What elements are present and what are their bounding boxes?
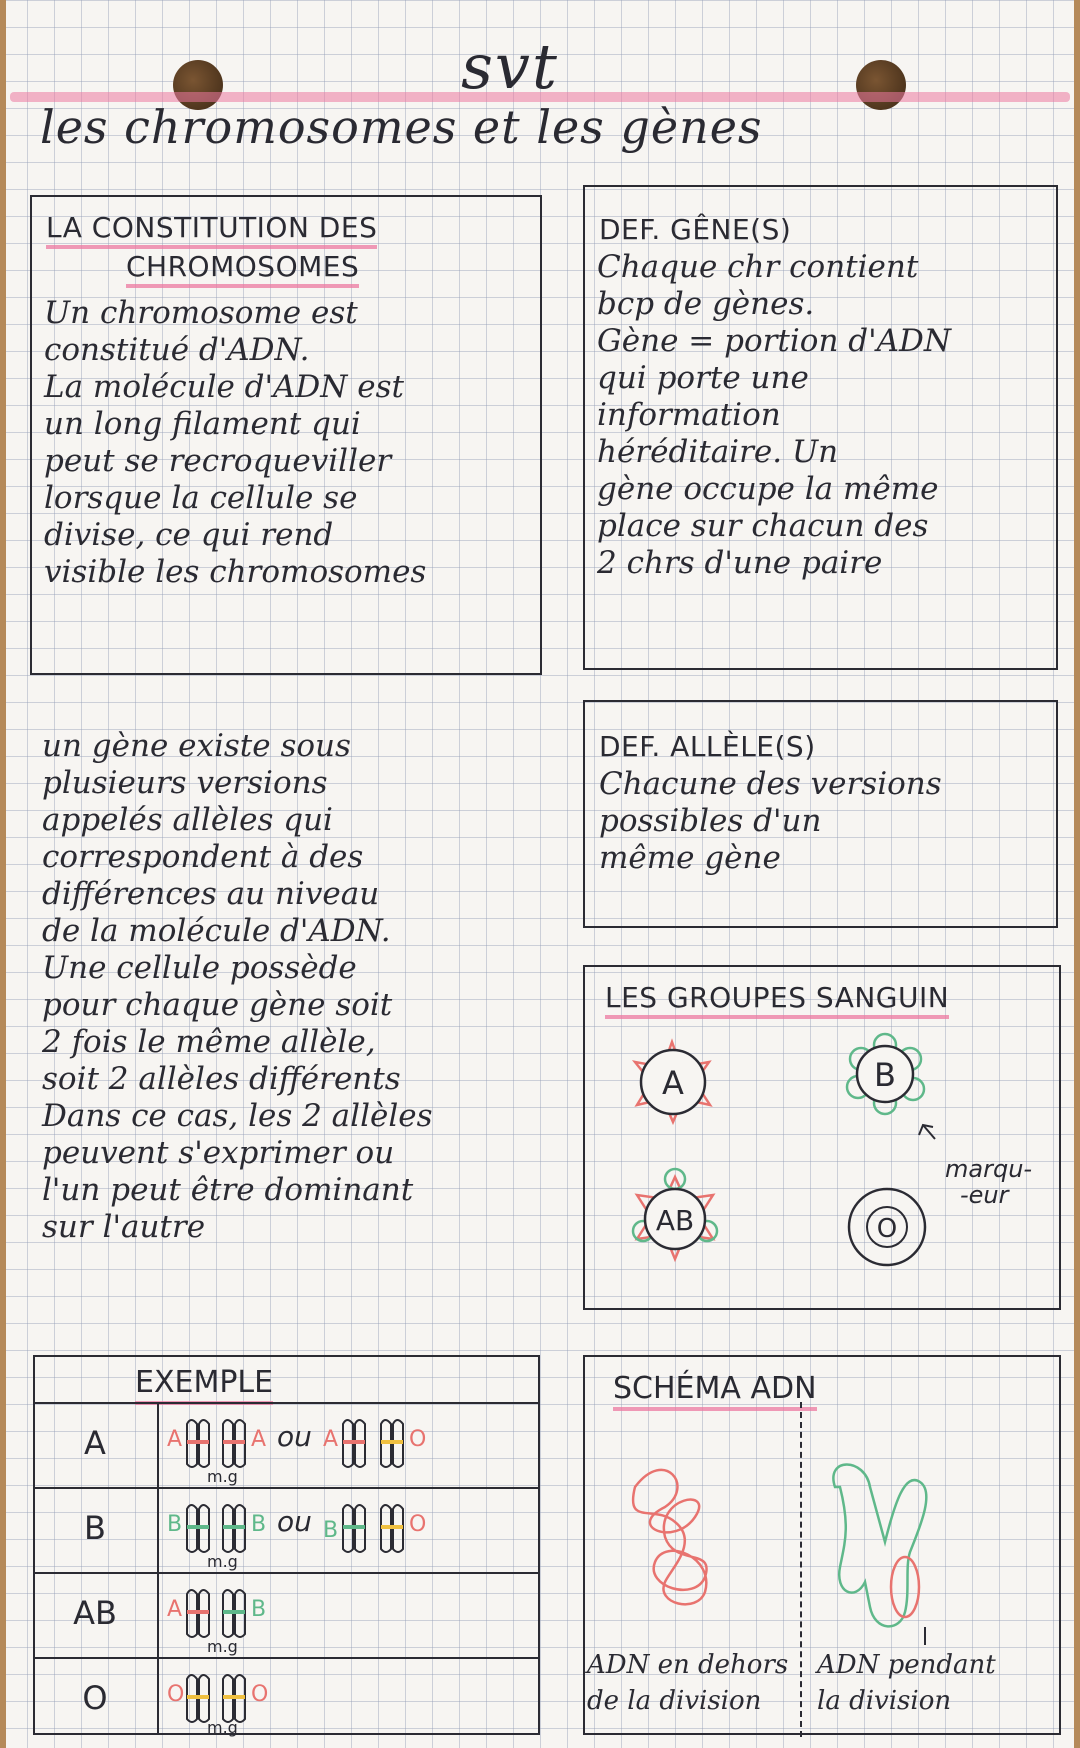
text-line: bcp de gènes. xyxy=(597,286,815,322)
row-group-label: B xyxy=(84,1509,106,1547)
allele-label: A xyxy=(251,1427,267,1452)
paper-right-edge xyxy=(1074,0,1080,1748)
table-row xyxy=(35,1657,538,1744)
dna-left-caption xyxy=(587,1647,788,1719)
caption-line: la division xyxy=(817,1686,952,1716)
homologous-pair-note: m.g xyxy=(207,1552,238,1571)
allele-label: O xyxy=(251,1682,269,1707)
text-line: Chacune des versions xyxy=(599,766,942,802)
marker-label-1: marqu- xyxy=(945,1155,1033,1183)
caption-line: de la division xyxy=(587,1686,762,1716)
blood-cell-b-label: B xyxy=(874,1056,896,1094)
text-line: peuvent s'exprimer ou xyxy=(42,1135,395,1171)
allele-label: A xyxy=(323,1427,339,1452)
text-line: correspondent à des xyxy=(42,839,364,875)
blood-cell-b xyxy=(847,1034,924,1114)
allele-label: B xyxy=(251,1512,267,1537)
text-line: information xyxy=(597,397,781,433)
allele-explanation xyxy=(42,728,433,1246)
text-line: peut se recroqueviller xyxy=(44,443,392,479)
table-row xyxy=(35,1572,538,1659)
text-line: possibles d'un xyxy=(599,803,822,839)
or-label: ou xyxy=(277,1420,312,1453)
dna-loose-strand xyxy=(633,1470,707,1604)
row-group-label: A xyxy=(84,1424,106,1462)
text-line: visible les chromosomes xyxy=(44,554,427,590)
row-group-label: O xyxy=(82,1679,108,1717)
text-line: même gène xyxy=(599,840,781,876)
blood-groups-diagram xyxy=(585,967,1063,1312)
gene-definition-text xyxy=(597,249,951,582)
homologous-pair-note: m.g xyxy=(207,1637,238,1656)
paper-left-edge xyxy=(0,0,6,1748)
allele-label: A xyxy=(167,1427,183,1452)
row-chromosomes xyxy=(159,1404,539,1489)
example-heading: EXEMPLE xyxy=(135,1365,273,1400)
allele-label: O xyxy=(409,1427,427,1452)
allele-label: B xyxy=(323,1518,339,1543)
dna-schema-box xyxy=(583,1355,1061,1735)
row-chromosomes xyxy=(159,1574,539,1659)
blood-cell-o-label: O xyxy=(876,1214,898,1244)
blood-cell-o xyxy=(849,1189,925,1265)
text-line: lorsque la cellule se xyxy=(44,480,358,516)
text-line: Un chromosome est xyxy=(44,295,358,331)
text-line: Gène = portion d'ADN xyxy=(597,323,952,359)
dna-schema-heading: SCHÉMA ADN xyxy=(613,1371,817,1406)
caption-line: ADN pendant xyxy=(817,1650,996,1680)
allele-label: B xyxy=(251,1597,267,1622)
subject-title: svt xyxy=(461,30,559,103)
row-chromosomes xyxy=(159,1489,539,1574)
allele-definition-box xyxy=(583,700,1058,928)
text-line: différences au niveau xyxy=(42,876,380,912)
binder-hole-right xyxy=(856,60,906,110)
homologous-pair-note: m.g xyxy=(207,1467,238,1486)
allele-definition-text xyxy=(599,766,942,877)
dna-schema-drawings xyxy=(585,1417,1063,1647)
blood-cell-ab-label: AB xyxy=(655,1204,695,1237)
allele-label: A xyxy=(167,1597,183,1622)
text-line: gène occupe la même xyxy=(597,471,939,507)
text-line: constitué d'ADN. xyxy=(44,332,310,368)
allele-definition-heading: DEF. ALLÈLE(S) xyxy=(599,730,816,763)
constitution-heading-line2: CHROMOSOMES xyxy=(126,250,359,288)
row-group-label: AB xyxy=(73,1594,117,1632)
gene-definition-box xyxy=(583,185,1058,670)
blood-groups-heading: LES GROUPES SANGUIN xyxy=(605,981,949,1014)
blood-cell-ab xyxy=(633,1169,717,1259)
dna-right-caption xyxy=(817,1647,996,1719)
text-line: place sur chacun des xyxy=(597,508,929,544)
example-table xyxy=(33,1355,540,1735)
blood-cell-a-label: A xyxy=(662,1064,684,1102)
text-line: un gène existe sous xyxy=(42,728,351,764)
page-title: les chromosomes et les gènes xyxy=(40,100,763,154)
text-line: Dans ce cas, les 2 allèles xyxy=(42,1098,433,1134)
allele-label: B xyxy=(167,1512,183,1537)
text-line: La molécule d'ADN est xyxy=(44,369,404,405)
dna-condensed-chromosome xyxy=(833,1465,926,1627)
text-line: plusieurs versions xyxy=(42,765,328,801)
marker-label-2: -eur xyxy=(960,1181,1009,1209)
blood-cell-a xyxy=(635,1042,710,1122)
constitution-heading-line1: LA CONSTITUTION DES xyxy=(46,211,377,249)
constitution-heading xyxy=(46,211,377,283)
row-chromosomes xyxy=(159,1659,539,1739)
allele-label: O xyxy=(167,1682,185,1707)
marker-arrow xyxy=(919,1125,935,1139)
blood-groups-box xyxy=(583,965,1061,1310)
text-line: 2 chrs d'une paire xyxy=(597,545,883,581)
text-line: Une cellule possède xyxy=(42,950,357,986)
text-line: héréditaire. Un xyxy=(597,434,839,470)
or-label: ou xyxy=(277,1505,312,1538)
table-row xyxy=(35,1487,538,1574)
constitution-box xyxy=(30,195,542,675)
table-row xyxy=(35,1402,538,1489)
text-line: l'un peut être dominant xyxy=(42,1172,414,1208)
text-line: divise, ce qui rend xyxy=(44,517,334,553)
homologous-pair-note: m.g xyxy=(207,1718,238,1737)
text-line: pour chaque gène soit xyxy=(42,987,393,1023)
allele-label: O xyxy=(409,1512,427,1537)
text-line: qui porte une xyxy=(597,360,809,396)
text-line: sur l'autre xyxy=(42,1209,206,1245)
text-line: 2 fois le même allèle, xyxy=(42,1024,376,1060)
text-line: appelés allèles qui xyxy=(42,802,333,838)
constitution-text xyxy=(44,295,426,591)
gene-definition-heading: DEF. GÊNE(S) xyxy=(599,213,792,246)
text-line: de la molécule d'ADN. xyxy=(42,913,391,949)
caption-line: ADN en dehors xyxy=(587,1650,789,1680)
text-line: soit 2 allèles différents xyxy=(42,1061,401,1097)
text-line: Chaque chr contient xyxy=(597,249,919,285)
text-line: un long filament qui xyxy=(44,406,361,442)
